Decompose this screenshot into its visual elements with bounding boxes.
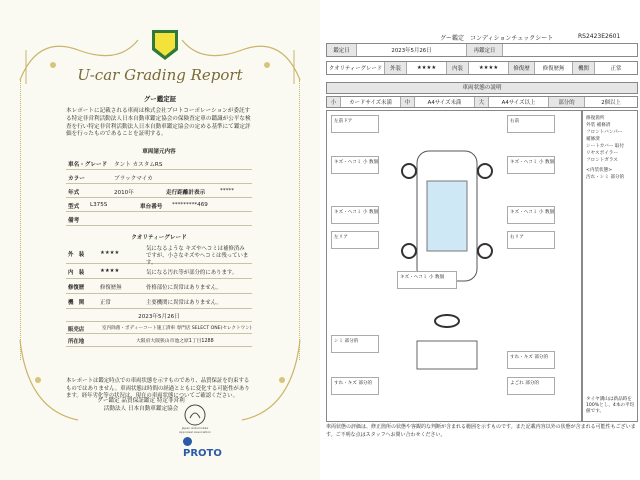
damage-box-2: 右前 (507, 115, 555, 133)
damage-box-10: シミ 部分的 (331, 335, 379, 353)
damage-box-3: キズ・ヘコミ 小 数個 (331, 156, 379, 174)
damage-box-13: よごれ 部分的 (507, 377, 555, 395)
proto-mark-icon (183, 437, 192, 446)
grade-row-repair: 修復歴 修復歴無 骨格部位に異常はありません。 (66, 279, 252, 294)
certificate-disclaimer: 本レポートは鑑定時点での車両状態を示すものであり、品質保証を約束するものではありません。車両状態は時間の経過とともに変化する可能性があります。経年劣化等の状況は、現在の車両状態についてご確認ください。 (66, 378, 250, 400)
grade-row-exterior: 外 装 ★★★★ 気になるような キズやヘコミは補修済みですが、小さなキズやヘコミは残っています。 (66, 244, 252, 264)
frame-left (20, 80, 24, 360)
sheet-number: RS2423E2601 (578, 33, 621, 40)
certificate-intro: 本レポートに記載される車両は株式会社プロトコーポレーションが委託する特定非営利活動法人日本自動車鑑定協会の保険査定車の鑑識が公平な検査を行い特定非営利活動法人日本自動車鑑定協会の定める基準にて鑑定評価を行ったものであることを証明する。 (66, 108, 251, 138)
vehicle-color-row: カラー ブラックマイカ (66, 172, 252, 184)
vehicle-notes-row: 備考 (66, 214, 252, 226)
certificate-subtitle: グー鑑定証 (143, 95, 177, 103)
jaaa-caption: Japan Automobile Appraisal Association (178, 426, 212, 434)
damage-box-4: キズ・ヘコミ 小 数個 (507, 156, 555, 174)
vehicle-damage-diagram (326, 110, 582, 422)
size-legend-table: 小 カードサイズ未満 中 A4サイズ未満 大 A4サイズ以上 部分的 2個以上 (326, 96, 638, 108)
vehicle-model-row: 型式 L375S 車台番号 *********469 (66, 200, 252, 212)
date-table: 鑑定日 2023年5月26日 再鑑定日 (326, 43, 638, 57)
state-header: 車両状態の説明 (326, 82, 638, 94)
appraisal-date: 2023年5月26日 (138, 314, 180, 320)
store-row: 販売店 室内除菌・ボディーコート施工済車 専門店 SELECT ONE(セレクトワン) (66, 321, 252, 334)
vehicle-section-title: 車両諸元内容 (142, 149, 176, 155)
address-row: 所在地 大阪府大阪狭山市池之原1丁目1288 (66, 334, 252, 347)
car-outline-top-view (397, 141, 497, 371)
damage-box-5: キズ・ヘコミ 小 数個 (331, 206, 379, 224)
vehicle-year-row: 年式 2010年 走行距離計表示 ***** (66, 186, 252, 198)
grade-row-engine: 機 関 正常 主要機関に異常はありません。 (66, 294, 252, 309)
damage-box-8: 右リア (507, 231, 555, 249)
quality-section-title: クオリティーグレード (131, 235, 187, 241)
damage-box-7: 左リア (331, 231, 379, 249)
damage-box-11: すれ・キズ 部分的 (331, 377, 379, 395)
damage-box-1: 左前ドア (331, 115, 379, 133)
issuer-name: グー鑑定 品質保証鑑定 特定非営利活動法人 日本自動車鑑定協会 (97, 398, 185, 412)
repair-notes-panel: 修復箇所 外装 補修済 フロントバンパー 補修済 シートカバー 取付 リヤスポイラー フロントガラス <内装状態> 汚れ・シミ 部分的 タイヤ溝山は新品時を100%とし、4本の平均値です。 (582, 110, 638, 422)
certificate-title: U-car Grading Report (77, 66, 243, 84)
sheet-title: グー鑑定 コンディションチェックシート (440, 35, 554, 42)
jaaa-emblem (183, 403, 207, 427)
grade-row-interior: 内 装 ★★★★ 気になる汚れ等が部分的にあります。 (66, 264, 252, 279)
proto-logo: PROTO (183, 437, 233, 459)
quality-grade-table: クオリティーグレード 外装 ★★★★ 内装 ★★★★ 修復歴 修復歴無 機関 正常 (326, 61, 638, 75)
damage-box-6: キズ・ヘコミ 小 数個 (507, 206, 555, 224)
damage-box-9: キズ・ヘコミ 小 数個 (397, 271, 457, 289)
sheet-footer-note: 車両状態の評価は、修正箇所の状態や客観的な判断が含まれる範囲を示すものです。また記載内容以外の状態が含まれる可能性もございます。ご不明な点はスタッフへお問い合わせください。 (326, 424, 636, 438)
goo-appraisal-logo (150, 28, 180, 62)
vehicle-name-row: 車名・グレード タント カスタムRS (66, 158, 252, 170)
frame-right (296, 80, 300, 360)
damage-box-12: すれ・キズ 部分的 (507, 351, 555, 369)
